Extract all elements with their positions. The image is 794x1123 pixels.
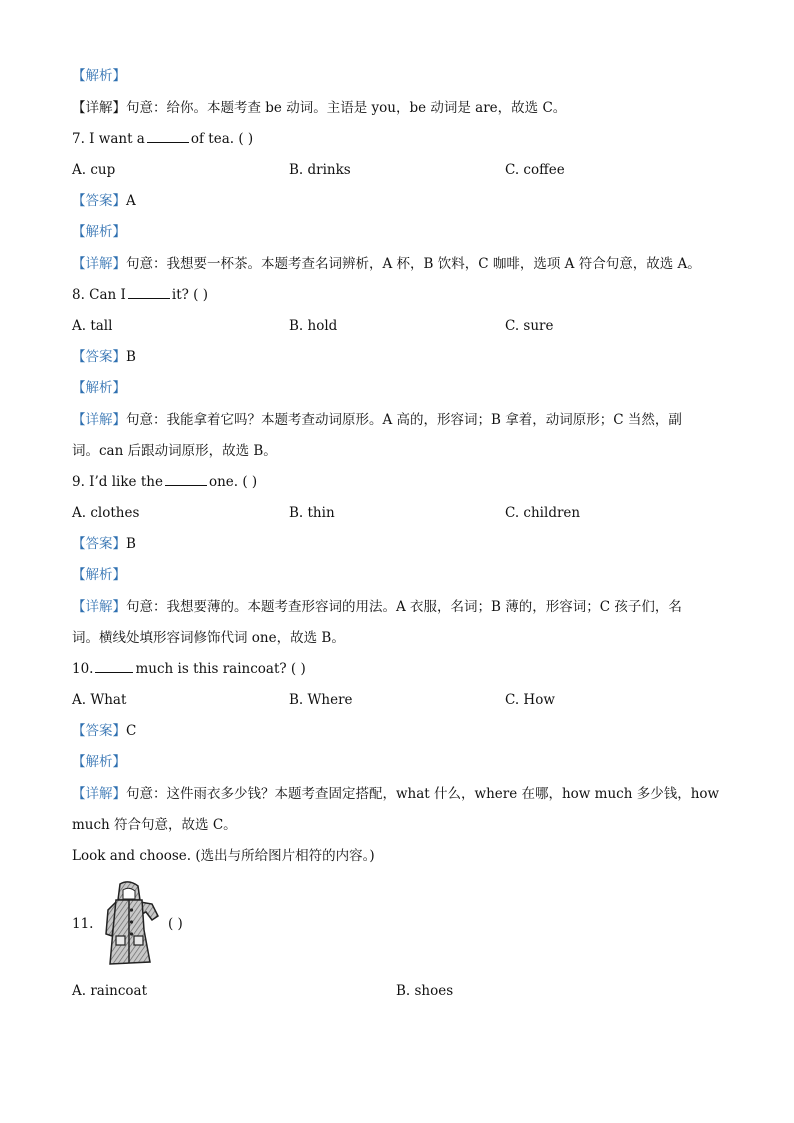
q8-analysis-label: 【解析】 bbox=[72, 380, 126, 396]
q11-option-a: A. raincoat bbox=[72, 983, 148, 999]
question-9-prefix: 9. I’d like the bbox=[72, 474, 163, 490]
q7-detail bbox=[72, 254, 701, 274]
q8-answer bbox=[72, 347, 136, 367]
question-7 bbox=[72, 129, 253, 149]
answer-value: B bbox=[126, 536, 136, 552]
question-9 bbox=[72, 472, 257, 492]
answer-label: 【答案】 bbox=[72, 349, 126, 365]
section-instruction: Look and choose. (选出与所给图片相符的内容。) bbox=[72, 848, 375, 864]
q9-option-b: B. thin bbox=[289, 505, 335, 521]
q7-option-c: C. coffee bbox=[505, 162, 565, 178]
detail-text: 句意：我能拿着它吗？本题考查动词原形。A 高的，形容词；B 拿着，动词原形；C 当然，副 bbox=[126, 412, 682, 428]
answer-blank bbox=[147, 129, 189, 143]
analysis-label: 【解析】 bbox=[72, 68, 126, 84]
raincoat-icon bbox=[98, 880, 160, 968]
q9-analysis-label: 【解析】 bbox=[72, 567, 126, 583]
answer-blank bbox=[165, 472, 207, 486]
q8-detail-continued: 词。can 后跟动词原形，故选 B。 bbox=[72, 443, 277, 459]
detail-label: 【详解】 bbox=[72, 599, 126, 615]
detail-text: 句意：我想要薄的。本题考查形容词的用法。A 衣服，名词；B 薄的，形容词；C 孩子们，名 bbox=[126, 599, 682, 615]
q7-option-b: B. drinks bbox=[289, 162, 351, 178]
q8-option-a: A. tall bbox=[72, 318, 113, 334]
q7-answer bbox=[72, 191, 136, 211]
q9-detail bbox=[72, 597, 682, 617]
question-9-suffix: one. ( ) bbox=[208, 474, 258, 490]
q10-option-a: A. What bbox=[72, 692, 127, 708]
answer-value: B bbox=[126, 349, 136, 365]
question-11-number: 11. bbox=[72, 916, 94, 932]
question-8 bbox=[72, 285, 208, 305]
q10-detail bbox=[72, 784, 719, 804]
detail-label: 【详解】 bbox=[72, 256, 126, 272]
q10-analysis-label: 【解析】 bbox=[72, 754, 126, 770]
q7-option-a: A. cup bbox=[72, 162, 116, 178]
q8-option-b: B. hold bbox=[289, 318, 338, 334]
q9-answer bbox=[72, 534, 136, 554]
question-8-prefix: 8. Can I bbox=[72, 287, 126, 303]
q7-analysis-label: 【解析】 bbox=[72, 224, 126, 240]
question-8-suffix: it? ( ) bbox=[171, 287, 208, 303]
detail-label: 【详解】 bbox=[72, 786, 126, 802]
answer-label: 【答案】 bbox=[72, 536, 126, 552]
detail-text: 【详解】句意：给你。本题考查 be 动词。主语是 you，be 动词是 are，故选 C。 bbox=[72, 100, 567, 116]
answer-parentheses: ( ) bbox=[168, 916, 183, 932]
detail-text: 句意：这件雨衣多少钱？本题考查固定搭配，what 什么，where 在哪，how much 多少钱，how bbox=[126, 786, 720, 802]
raincoat-picture bbox=[98, 880, 160, 968]
question-7-suffix: of tea. ( ) bbox=[190, 131, 254, 147]
q9-option-c: C. children bbox=[505, 505, 581, 521]
answer-blank bbox=[95, 659, 133, 673]
answer-blank bbox=[128, 285, 170, 299]
q8-detail bbox=[72, 410, 682, 430]
q10-option-b: B. Where bbox=[289, 692, 353, 708]
answer-value: C bbox=[126, 723, 137, 739]
detail-label: 【详解】 bbox=[72, 412, 126, 428]
answer-label: 【答案】 bbox=[72, 193, 126, 209]
answer-value: A bbox=[126, 193, 136, 209]
q10-answer bbox=[72, 721, 136, 741]
answer-label: 【答案】 bbox=[72, 723, 126, 739]
question-10 bbox=[72, 659, 306, 679]
question-10-prefix: 10. bbox=[72, 661, 94, 677]
question-10-suffix: much is this raincoat? ( ) bbox=[135, 661, 306, 677]
question-7-prefix: 7. I want a bbox=[72, 131, 145, 147]
q9-option-a: A. clothes bbox=[72, 505, 140, 521]
q11-option-b: B. shoes bbox=[396, 983, 454, 999]
q8-option-c: C. sure bbox=[505, 318, 554, 334]
q9-detail-continued: 词。横线处填形容词修饰代词 one，故选 B。 bbox=[72, 630, 345, 646]
q10-option-c: C. How bbox=[505, 692, 555, 708]
detail-text: 句意：我想要一杯茶。本题考查名词辨析，A 杯，B 饮料，C 咖啡，选项 A 符合句意，故选 A。 bbox=[126, 256, 701, 272]
q10-detail-continued: much 符合句意，故选 C。 bbox=[72, 817, 237, 833]
